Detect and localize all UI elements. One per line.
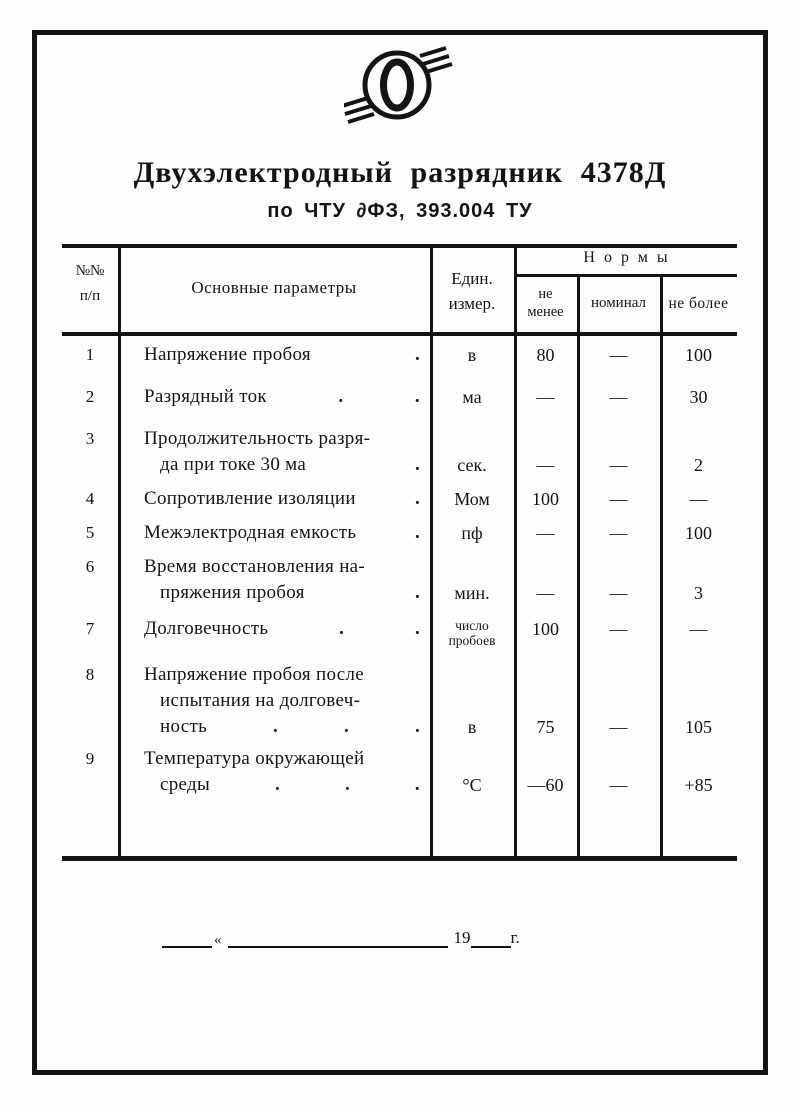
nominal-value: —: [609, 523, 628, 543]
min-value: —: [536, 583, 555, 603]
unit-cell: в: [467, 345, 477, 365]
parameter-cell: Продолжительность разря- да при токе 30 ма .: [144, 428, 420, 475]
row-number: 2: [85, 387, 95, 406]
table-row: [62, 486, 737, 512]
year-prefix: 19: [453, 928, 471, 947]
min-value: 100: [532, 619, 559, 639]
header-not-more: не более: [668, 295, 729, 312]
document-subtitle: по ЧТУ ∂ФЗ, 393.004 ТУ: [267, 200, 533, 222]
table-row: [62, 616, 737, 648]
max-value: —: [689, 489, 708, 509]
row-number: 9: [85, 749, 95, 768]
unit-cell: мин.: [454, 583, 490, 603]
header-unit: Един. измер.: [448, 269, 496, 313]
nominal-value: —: [609, 775, 628, 795]
row-number: 8: [85, 665, 95, 684]
max-value: —: [689, 619, 708, 639]
nominal-value: —: [609, 619, 628, 639]
table-row: [62, 662, 737, 740]
table-row: [62, 746, 737, 798]
parameter-cell: Напряжение пробоя .: [144, 344, 420, 365]
nominal-value: —: [609, 489, 628, 509]
row-number: 6: [85, 557, 95, 576]
min-value: —60: [527, 775, 564, 795]
header-row-number: №№ п/п: [75, 263, 105, 304]
table-row: [62, 520, 737, 546]
nominal-value: —: [609, 455, 628, 475]
header-norms: Нормы: [583, 249, 677, 266]
table-row: [62, 554, 737, 606]
nominal-value: —: [609, 717, 628, 737]
min-value: —: [536, 455, 555, 475]
year-suffix: г.: [510, 928, 520, 947]
min-value: —: [536, 387, 555, 407]
max-value: 100: [685, 523, 712, 543]
parameter-cell: Межэлектродная емкость .: [144, 522, 420, 543]
row-number: 3: [85, 429, 95, 448]
unit-cell: пф: [461, 523, 483, 543]
document-title: Двухэлектродный разрядник 4378Д: [133, 156, 667, 189]
parameter-cell: Разрядный ток . .: [144, 386, 420, 407]
date-blank-day: [162, 926, 212, 948]
row-number: 1: [85, 345, 95, 364]
nominal-value: —: [609, 583, 628, 603]
header-nominal: номинал: [590, 295, 647, 311]
unit-cell: в: [467, 717, 477, 737]
unit-cell: число пробоев: [448, 618, 496, 648]
parameter-cell: Сопротивление изоляции .: [144, 488, 420, 509]
max-value: 3: [694, 583, 703, 603]
unit-cell: °С: [462, 775, 482, 795]
row-number: 7: [85, 619, 95, 638]
norms-underline: [514, 274, 737, 277]
header-not-less: не менее: [527, 286, 564, 320]
date-blank-year: [471, 926, 511, 948]
max-value: 2: [694, 455, 703, 475]
parameter-cell: Долговечность . .: [144, 618, 420, 639]
unit-cell: сек.: [457, 455, 487, 475]
unit-cell: ма: [462, 387, 482, 407]
table-row: [62, 342, 737, 368]
date-blank-month: [228, 926, 448, 948]
parameter-cell: Температура окружающей среды . . .: [144, 748, 420, 795]
nominal-value: —: [609, 345, 628, 365]
max-value: +85: [684, 775, 713, 795]
factory-logo-icon: [344, 42, 454, 132]
min-value: 75: [536, 717, 555, 737]
row-number: 4: [85, 489, 95, 508]
unit-cell: Мом: [454, 489, 490, 509]
date-signature-line: [162, 926, 520, 948]
table-row: [62, 384, 737, 410]
row-number: 5: [85, 523, 95, 542]
table-body: [62, 336, 737, 856]
quote-mark: «: [214, 932, 222, 948]
parameters-table: [62, 244, 737, 861]
min-value: —: [536, 523, 555, 543]
min-value: 80: [536, 345, 555, 365]
parameter-cell: Время восстановления на- пряжения пробоя .: [144, 556, 420, 603]
table-row: [62, 426, 737, 478]
parameter-cell: Напряжение пробоя после испытания на долговеч- ность . . .: [144, 664, 420, 737]
header-main-parameters: Основные параметры: [191, 278, 357, 297]
nominal-value: —: [609, 387, 628, 407]
max-value: 105: [685, 717, 712, 737]
min-value: 100: [532, 489, 559, 509]
max-value: 30: [689, 387, 708, 407]
max-value: 100: [685, 345, 712, 365]
